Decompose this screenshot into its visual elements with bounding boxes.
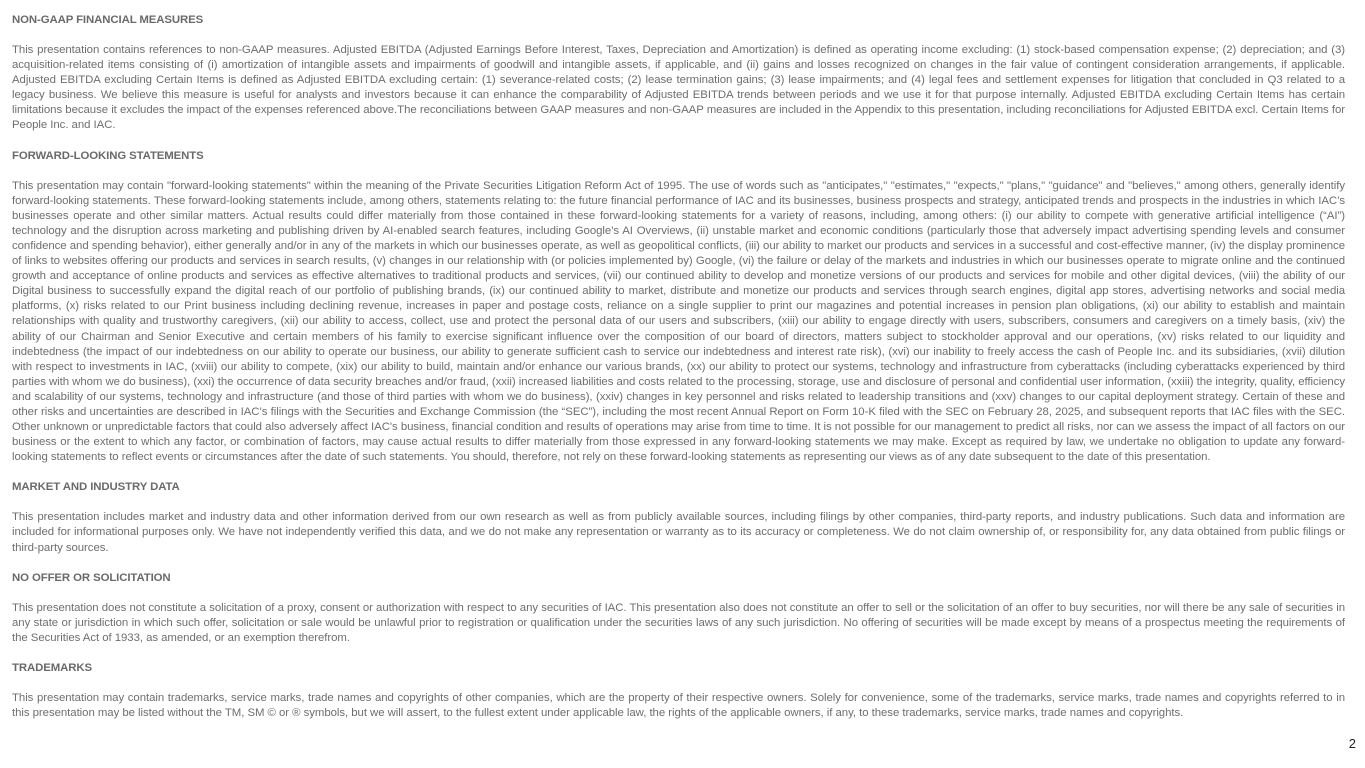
heading-no-offer: NO OFFER OR SOLICITATION [12,571,171,584]
page-number: 2 [1348,736,1356,751]
body-non-gaap: This presentation contains references to non-GAAP measures. Adjusted EBITDA (Adjusted Earnings Before Interest, Taxes, Depreciation and Amortization) is defined as operating income excluding: (1) stock-based compensation expense; (2) depreciation; and (3) acquisition-related items consisting of (i) amortization of intangible assets and impairments of goodwill and intangible assets, if applicable, and (ii) gains and losses recognized on changes in the fair value of contingent consideration arrangements, if applicable. Adjusted EBITDA excluding Certain Items is defined as Adjusted EBITDA excluding certain: (1) severance-related costs; (2) lease termination gains; (3) lease impairments; and (4) legal fees and settlement expenses for litigation that concluded in Q3 related to a legacy business. We believe this measure is useful for analysts and investors because it can enhance the comparability of Adjusted EBITDA trends between periods and we use it for that purpose internally. Adjusted EBITDA excluding Certain Items has certain limitations because it excludes the impact of the expenses referenced above.The reconciliations between GAAP measures and non-GAAP measures are included in the Appendix to this presentation, including reconciliations for Adjusted EBITDA excl. Certain Items for People Inc. and IAC. [12,44,1345,132]
body-trademarks: This presentation may contain trademarks, service marks, trade names and copyrights of other companies, which are the property of their respective owners. Solely for convenience, some of the trademarks, service marks, trade names and copyrights referred to in this presentation may be listed without the TM, SM © or ® symbols, but we will assert, to the fullest extent under applicable law, the rights of the applicable owners, if any, to these trademarks, service marks, trade names and copyrights. [12,691,1345,719]
body-forward-looking: This presentation may contain "forward-looking statements" within the meaning of the Private Securities Litigation Reform Act of 1995. The use of words such as "anticipates," "estimates," "expects," "plans," "guidance" and "believes," among others, generally identify forward-looking statements. These forward-looking statements include, among others, statements relating to: the future financial performance of IAC and its businesses, business prospects and strategy, anticipated trends and prospects in the industries in which IAC’s businesses operate and other similar matters. Actual results could differ materially from those contained in these forward-looking statements for a variety of reasons, including, among others: (i) our ability to compete with generative artificial intelligence (“AI”) technology and the disruption across marketing and publishing driven by AI-enabled search features, including Google’s AI Overviews, (ii) unstable market and economic conditions (particularly those that adversely impact advertising spending levels and consumer confidence and spending behavior), either generally and/or in any of the markets in which our businesses operate, as well as geopolitical conflicts, (iii) our ability to market our products and services in a successful and cost-effective manner, (iv) the display prominence of links to websites offering our products and services in search results, (v) changes in our relationship with (or policies implemented by) Google, (vi) the failure or delay of the markets and industries in which our businesses operate to migrate online and the continued growth and acceptance of online products and services as effective alternatives to traditional products and services, (vii) our continued ability to develop and monetize versions of our products and services for mobile and other digital devices, (viii) the ability of our Digital business to successfully expand the digital reach of our portfolio of publishing brands, (ix) our continued ability to market, distribute and monetize our products and services through search engines, digital app stores, advertising networks and social media platforms, (x) risks related to our Print business including declining revenue, increases in paper and postage costs, reliance on a single supplier to print our magazines and potential increases in pension plan obligations, (xi) our ability to establish and maintain relationships with quality and trustworthy caregivers, (xii) our ability to access, collect, use and protect the personal data of our users and subscribers, (xiii) our ability to engage directly with users, subscribers, consumers and caregivers on a timely basis, (xiv) the ability of our Chairman and Senior Executive and certain members of his family to exercise significant influence over the composition of our board of directors, matters subject to stockholder approval and our operations, (xv) risks related to our liquidity and indebtedness (the impact of our indebtedness on our ability to operate our business, our ability to generate sufficient cash to service our indebtedness and interest rate risk), (xvi) our inability to freely access the cash of People Inc. and its subsidiaries, (xvii) dilution with respect to investments in IAC, (xviii) our ability to compete, (xix) our ability to build, maintain and/or enhance our various brands, (xx) our ability to protect our systems, technology and infrastructure from cyberattacks (including cyberattacks experienced by third parties with whom we do business), (xxi) the occurrence of data security breaches and/or fraud, (xxii) increased liabilities and costs related to the processing, storage, use and disclosure of personal and confidential user information, (xxiii) the integrity, quality, efficiency and scalability of our systems, technology and infrastructure (and those of third parties with whom we do business), (xxiv) changes in key personnel and risks related to leadership transitions and (xxv) changes to our capital deployment strategy. Certain of these and other risks and uncertainties are described in IAC’s filings with the Securities and Exchange Commission (the “SEC”), including the most recent Annual Report on Form 10-K filed with the SEC on February 28, 2025, and subsequent reports that IAC files with the SEC. Other unknown or unpredictable factors that could also adversely affect IAC's business, financial condition and results of operations may arise from time to time. It is not possible for our management to predict all risks, nor can we assess the impact of all factors on our business or the extent to which any factor, or combination of factors, may cause actual results to differ materially from those expressed in any forward-looking statements we may make. Except as required by law, we undertake no obligation to update any forward-looking statements to reflect events or circumstances after the date of such statements. You should, therefore, not rely on these forward-looking statements as representing our views as of any date subsequent to the date of this presentation. [12,179,1345,464]
heading-trademarks: TRADEMARKS [12,661,92,674]
body-market-industry: This presentation includes market and industry data and other information derived from our own research as well as from publicly available sources, including filings by other companies, third-party reports, and industry publications. Such data and information are included for informational purposes only. We have not independently verified this data, and we do not make any representation or warranty as to its accuracy or completeness. We do not claim ownership of, or responsibility for, any data obtained from public filings or third-party sources. [12,511,1345,554]
disclaimer-page [12,13,1345,736]
heading-forward-looking: FORWARD-LOOKING STATEMENTS [12,149,204,162]
heading-market-industry: MARKET AND INDUSTRY DATA [12,481,180,494]
body-no-offer: This presentation does not constitute a solicitation of a proxy, consent or authorization with respect to any securities of IAC. This presentation also does not constitute an offer to sell or the solicitation of an offer to buy securities, nor will there be any sale of securities in any state or jurisdiction in which such offer, solicitation or sale would be unlawful prior to registration or qualification under the securities laws of any such jurisdiction. No offering of securities will be made except by means of a prospectus meeting the requirements of the Securities Act of 1933, as amended, or an exemption therefrom. [12,601,1345,644]
heading-non-gaap: NON-GAAP FINANCIAL MEASURES [12,14,204,26]
